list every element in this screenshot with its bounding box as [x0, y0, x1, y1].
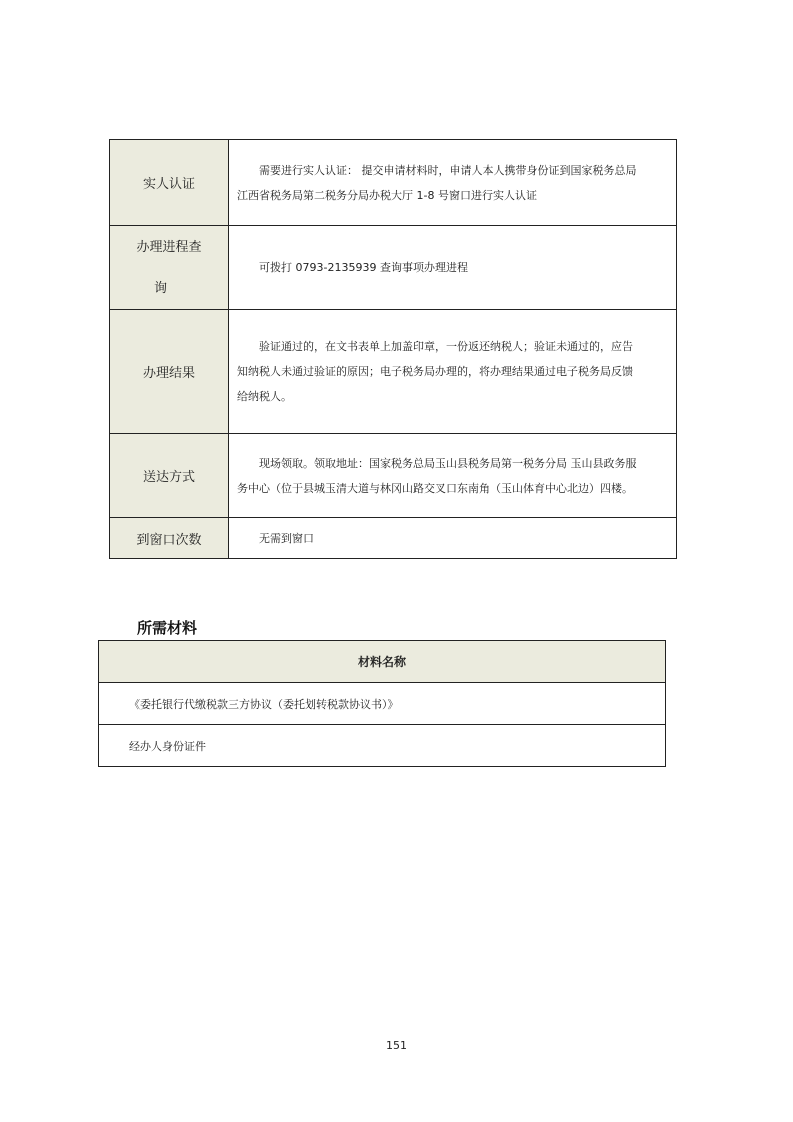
table-row [110, 226, 677, 310]
row-label-text: 送达方式 [142, 470, 195, 485]
material-item: 经办人身份证件 [99, 725, 666, 767]
row-content [229, 518, 677, 559]
row-label-result [110, 310, 229, 434]
row-label-text: 办理结果 [142, 366, 195, 381]
row-label-window-visits [110, 518, 229, 559]
row-label-text: 询 [154, 280, 168, 296]
row-label-real-name-auth [110, 140, 229, 226]
page-number: 151 [386, 1039, 407, 1052]
row-content [229, 226, 677, 310]
material-item: 《委托银行代缴税款三方协议（委托划转税款协议书）》 [99, 683, 666, 725]
table-row [110, 434, 677, 518]
row-label-text: 实人认证 [142, 177, 195, 192]
row-content [229, 140, 677, 226]
row-content [229, 434, 677, 518]
table-row [110, 140, 677, 226]
section-title: 所需材料 [137, 619, 198, 637]
content-line: 需要进行实人认证： 提交申请材料时，申请人本人携带身份证到国家税务总局 [259, 163, 637, 177]
content-line: 无需到窗口 [259, 531, 314, 545]
row-label-text: 办理进程查 [136, 239, 202, 255]
content-line: 现场领取。领取地址：国家税务总局玉山县税务局第一税务分局 玉山县政务服 [259, 456, 637, 470]
info-table [109, 139, 677, 559]
column-header-material-name: 材料名称 [99, 641, 666, 683]
table-header-row [99, 641, 666, 683]
table-row [110, 518, 677, 559]
row-label-delivery [110, 434, 229, 518]
row-content [229, 310, 677, 434]
materials-table [98, 640, 666, 767]
content-line: 验证通过的，在文书表单上加盖印章，一份返还纳税人；验证未通过的，应告 [259, 340, 633, 353]
content-line: 务中心（位于县城玉清大道与林冈山路交叉口东南角（玉山体育中心北边）四楼。 [237, 481, 633, 495]
content-line: 江西省税务局第二税务分局办税大厅 1-8 号窗口进行实人认证 [237, 188, 537, 202]
table-row [110, 310, 677, 434]
content-line: 给纳税人。 [237, 390, 292, 403]
table-row [99, 683, 666, 725]
row-label-text: 到窗口次数 [136, 532, 202, 548]
table-row [99, 725, 666, 767]
content-line: 可拨打 0793-2135939 查询事项办理进程 [259, 261, 468, 274]
row-label-progress-query [110, 226, 229, 310]
content-line: 知纳税人未通过验证的原因；电子税务局办理的，将办理结果通过电子税务局反馈 [237, 365, 633, 378]
